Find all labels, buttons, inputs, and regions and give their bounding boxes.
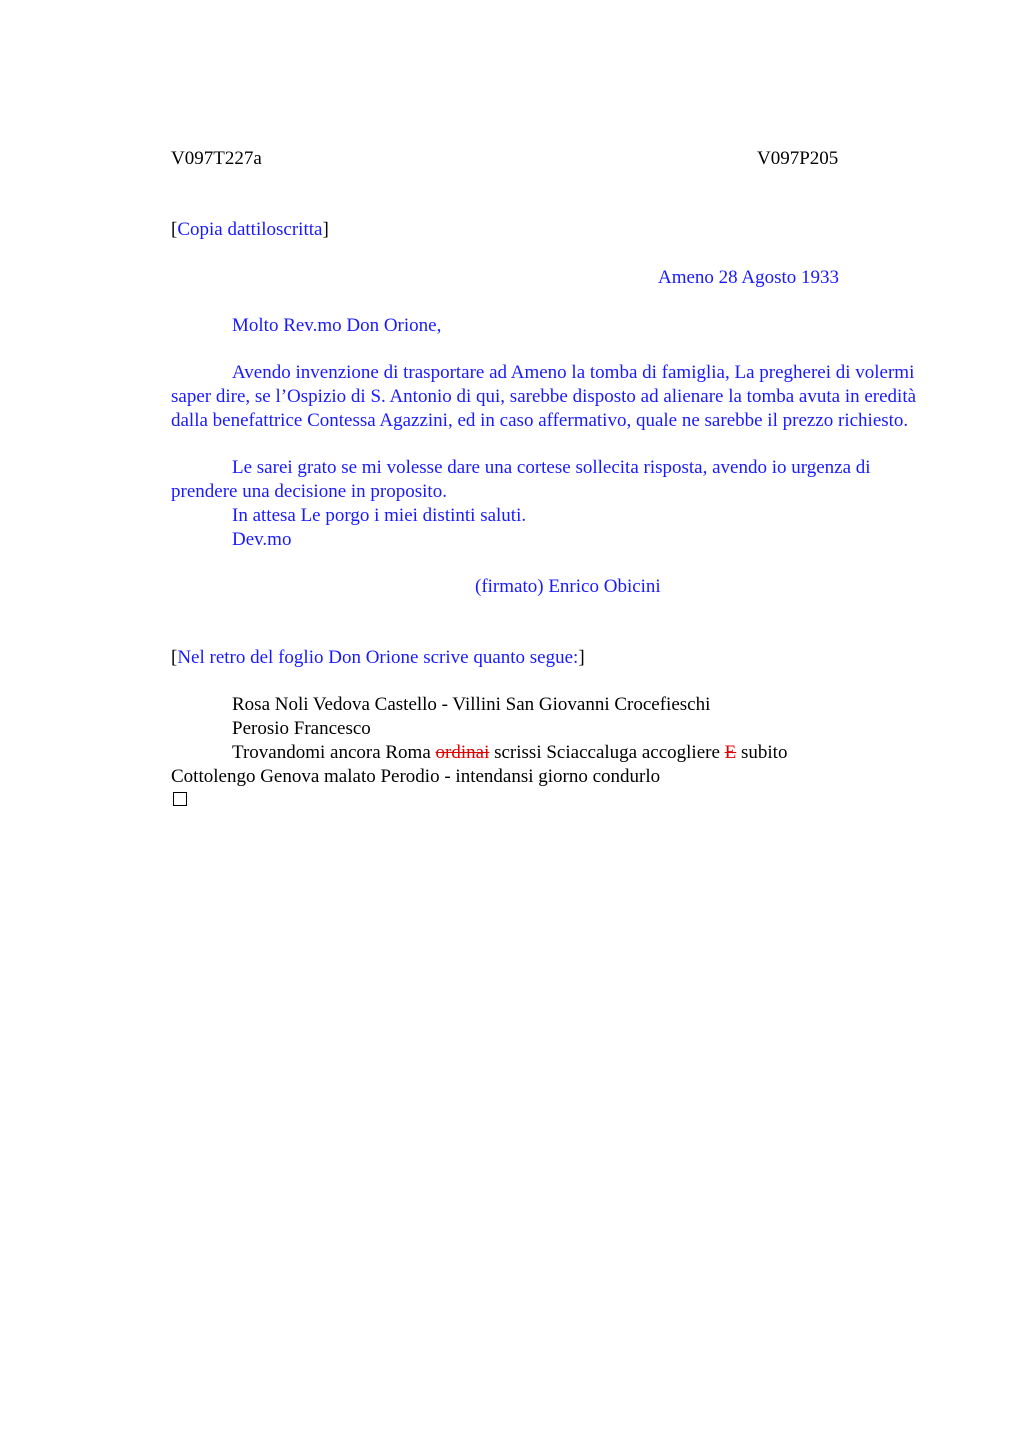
editorial-note-back	[171, 646, 585, 670]
letter-devoted: Dev.mo	[232, 529, 292, 550]
letter-signature: (firmato) Enrico Obicini	[475, 576, 661, 597]
letter-closing: In attesa Le porgo i miei distinti saluti.	[232, 505, 527, 526]
note-line-1: Rosa Noli Vedova Castello - Villini San Giovanni Crocefieschi	[232, 694, 711, 715]
letter-paragraph-2: Le sarei grato se mi volesse dare una cortese sollecita risposta, avendo io urgenza di prendere una decisione in proposito.	[171, 457, 871, 502]
note-line-2: Perosio Francesco	[232, 718, 371, 739]
struck-word-ordinai: ordinai	[435, 742, 490, 763]
letter-paragraph-1: Avendo invenzione di trasportare ad Ameno la tomba di famiglia, La pregherei di volermi saper dire, se l’Ospizio di S. Antonio di qui, sarebbe disposto ad alienare la tomba avuta in eredità dalla benefattrice Contessa Agazzini, ed in caso affermativo, quale ne sarebbe il prezzo richiesto.	[171, 362, 917, 431]
note-line-3	[232, 741, 787, 765]
end-marker-box-icon	[173, 792, 187, 806]
editorial-note-back-text: Nel retro del foglio Don Orione scrive quanto segue:	[177, 647, 579, 668]
note-line-3-part-a: Trovandomi ancora Roma	[232, 742, 436, 763]
struck-letter-e: E	[724, 742, 737, 763]
document-code-left: V097T227a	[171, 148, 262, 169]
bracket-close: ]	[578, 647, 585, 668]
document-code-right: V097P205	[757, 148, 839, 169]
editorial-note-copy	[171, 218, 329, 242]
letter-salutation: Molto Rev.mo Don Orione,	[232, 315, 442, 336]
note-line-4: Cottolengo Genova malato Perodio - intendansi giorno condurlo	[171, 766, 661, 787]
editorial-note-text: Copia dattiloscritta	[177, 219, 323, 240]
bracket-open: [	[171, 219, 178, 240]
note-line-3-part-c: subito	[736, 742, 788, 763]
bracket-open: [	[171, 647, 178, 668]
bracket-close: ]	[322, 219, 329, 240]
note-line-3-part-b: scrissi Sciaccaluga accogliere	[489, 742, 725, 763]
letter-place-date: Ameno 28 Agosto 1933	[658, 267, 840, 288]
